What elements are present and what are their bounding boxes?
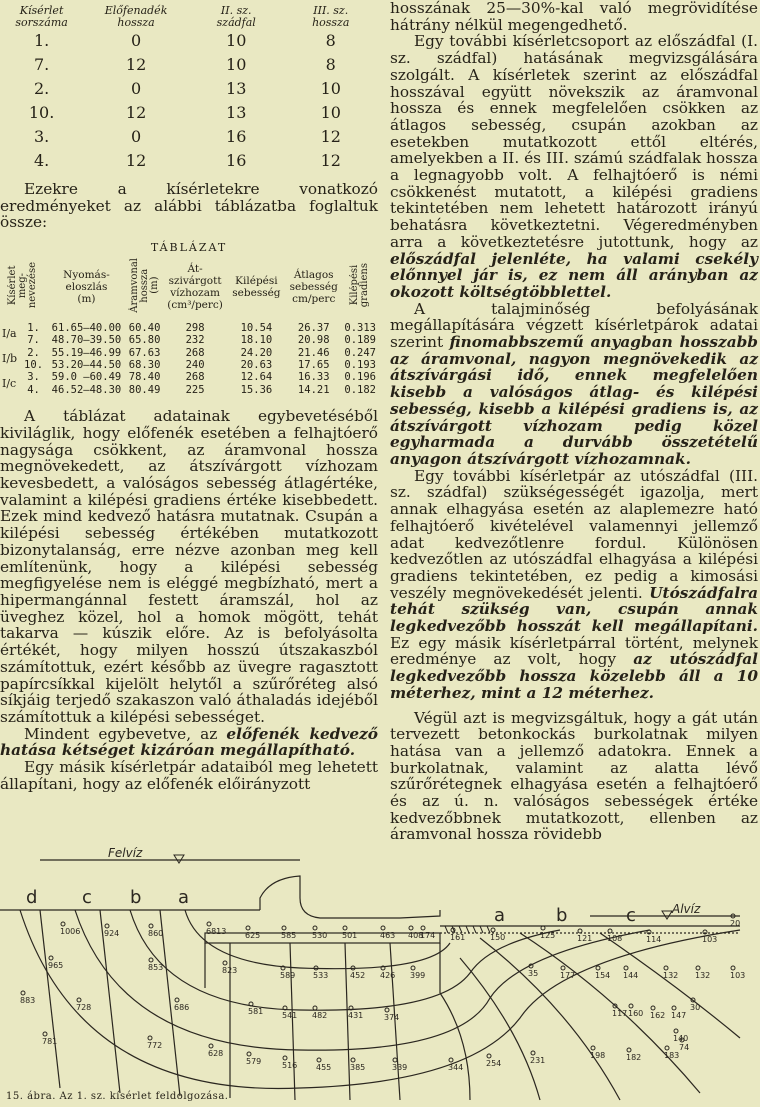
cell: 18.10 bbox=[240, 334, 273, 347]
paragraph-1: A táblázat adatainak egybevetéséből kiviláglik, hogy előfenék esetében a felhajtóerő nagysága csökkent, az áramvonal hossza megnövekedett, az átszívárgott vízhozam kevesbedett, a valóságos sebesség átlagértéke, valamint a kilépési gradiens értéke kisebbedett. Ezek mind kedvező hatásra mutatnak. Csupán a kilépési sebesség értékében mutatkozott bizonytalanság, erre nézve azonban meg kell említenünk, hogy a kilépési sebesség megfigyelése nem is eléggé megbízható, mert a hipermangánnal festett áramszál, hol az üveghez közel, hol a homok mögött, tehát takarva — kúszik előre. Az is befolyásolta értékét, hogy milyen hosszú útszakaszból számítottuk, ezért később az üvegre ragasztott papírcsíkkal kijelölt helytől a szűrőréteg alsó síkjáig terjedő szakaszon való áthaladás idejéből számítottuk a kilépési sebességet. bbox=[0, 407, 378, 726]
results-table-header bbox=[0, 258, 378, 316]
header-cell: III. sz. hossza bbox=[312, 4, 350, 29]
measurement-point bbox=[665, 1046, 669, 1050]
head-value-label: 74 bbox=[679, 1043, 690, 1052]
head-value-label: 772 bbox=[147, 1041, 163, 1050]
cell: 12 bbox=[320, 127, 341, 146]
measurement-point bbox=[385, 1008, 389, 1012]
measurement-point bbox=[674, 1029, 678, 1033]
head-value-label: 385 bbox=[350, 1063, 366, 1072]
experiment-table-header bbox=[0, 5, 378, 29]
cell: 61.65—40.00 bbox=[51, 321, 122, 334]
head-value-label: 628 bbox=[208, 1049, 224, 1058]
cell: 10.54 bbox=[240, 321, 273, 334]
head-value-label: 339 bbox=[392, 1063, 408, 1072]
dam-body bbox=[260, 876, 440, 918]
measurement-point bbox=[61, 922, 65, 926]
cell: 0 bbox=[130, 127, 142, 146]
measurement-point bbox=[393, 1058, 397, 1062]
cell: 12 bbox=[125, 151, 147, 170]
measurement-point bbox=[149, 958, 153, 962]
header-cell: Kilépési sebesség bbox=[232, 274, 281, 299]
measurement-point bbox=[491, 928, 495, 932]
paragraph-preliminary-wall: Egy további kísérletcsoport az előszádfal (I. sz. szádfal) hatásának megvizsgálására szolgált. A kísérletek szerint az előszádfal hosszával együtt növekszik az áramvonal hossza és ennek megfelelően csökken az átlagos sebesség, csupán azokban az esetekben mutatkozott ettől eltérés, amelyekben a II. és III. számú szádfalak hossza a legnagyobb volt. A felhajtóerő is némi csökkenést mutatott, a kilépési gradiens tekintetében nem lehetett határozott irányú behatásra következtetni. Végeredményben arra a következtetésre jutottunk, hogy az előszádfal jelenléte, ha valami csekély előnnyel jár is, ez nem áll arányban az okozott költségtöbblettel. bbox=[390, 32, 758, 301]
head-value-label: 482 bbox=[312, 1011, 328, 1020]
cell: 0.182 bbox=[344, 383, 376, 396]
cell: 4. bbox=[27, 383, 40, 396]
cell: 10 bbox=[320, 103, 341, 122]
head-value-label: 883 bbox=[20, 996, 36, 1005]
measurement-point bbox=[381, 926, 385, 930]
head-value-label: 530 bbox=[312, 931, 328, 940]
intro-paragraph: Ezekre a kísérletekre vonatkozó eredményeket az alábbi táblázatba foglaltuk össze: bbox=[0, 180, 378, 232]
head-value-label: 533 bbox=[313, 971, 329, 980]
head-value-label: 344 bbox=[448, 1063, 464, 1072]
cell: 3. bbox=[33, 127, 50, 146]
head-value-label: 581 bbox=[248, 1007, 264, 1016]
measurement-point bbox=[421, 926, 425, 930]
cell: 14.21 bbox=[297, 383, 330, 396]
head-value-label: 103 bbox=[730, 971, 746, 980]
head-value-label: 408 bbox=[408, 931, 424, 940]
head-value-label: 231 bbox=[530, 1056, 546, 1065]
head-value-label: 579 bbox=[246, 1057, 262, 1066]
measurement-point bbox=[283, 1056, 287, 1060]
measurement-point bbox=[313, 1006, 317, 1010]
cell: 53.20—44.50 bbox=[51, 359, 122, 372]
measurement-point bbox=[731, 966, 735, 970]
head-value-label: 132 bbox=[663, 971, 679, 980]
head-value-label: 6813 bbox=[206, 927, 227, 936]
cell: 0 bbox=[130, 79, 142, 98]
measurement-point bbox=[209, 1044, 213, 1048]
letter-d: d bbox=[26, 887, 38, 908]
head-value-label: 162 bbox=[650, 1011, 666, 1020]
head-value-label: 431 bbox=[348, 1011, 364, 1020]
measurement-point bbox=[282, 926, 286, 930]
paragraph-3: Egy másik kísérletpár adataiból meg lehetett állapítani, hogy az előfenék előirányzott bbox=[0, 758, 378, 793]
head-value-label: 924 bbox=[104, 929, 120, 938]
head-value-label: 781 bbox=[42, 1037, 58, 1046]
header-cell: Kísérlet sorszáma bbox=[15, 4, 68, 29]
cell: 240 bbox=[185, 359, 205, 372]
cell: 268 bbox=[185, 371, 205, 384]
header-cell: II. sz. szádfal bbox=[216, 4, 256, 29]
cell: 21.46 bbox=[297, 346, 330, 359]
cell: 0 bbox=[130, 31, 142, 50]
cell: 2. bbox=[27, 346, 40, 359]
cell: 16.33 bbox=[297, 371, 330, 384]
cell: 26.37 bbox=[297, 321, 330, 334]
head-value-label: 114 bbox=[646, 935, 662, 944]
cell: 8 bbox=[325, 55, 336, 74]
measurement-point bbox=[651, 1006, 655, 1010]
cell: 1. bbox=[33, 31, 50, 50]
cell: 55.19—46.99 bbox=[51, 346, 122, 359]
head-value-label: 147 bbox=[671, 1011, 687, 1020]
measurement-point bbox=[664, 966, 668, 970]
head-value-label: 35 bbox=[528, 969, 539, 978]
paragraph-2: Mindent egybevetve, az előfenék kedvező hatása kétséget kizáróan megállapítható. bbox=[0, 724, 378, 760]
tailwater-triangle-icon bbox=[662, 911, 672, 919]
cell: 13 bbox=[226, 103, 247, 122]
measurement-point bbox=[411, 966, 415, 970]
cell: 20.98 bbox=[297, 334, 330, 347]
measurement-point bbox=[247, 1052, 251, 1056]
measurement-point bbox=[591, 1046, 595, 1050]
measurement-point bbox=[351, 1058, 355, 1062]
group-label: I/c bbox=[2, 376, 17, 390]
measurement-point bbox=[627, 1048, 631, 1052]
measurement-point bbox=[175, 998, 179, 1002]
cell: 10 bbox=[320, 79, 341, 98]
head-value-label: 125 bbox=[540, 931, 556, 940]
cell: 3. bbox=[27, 371, 40, 384]
letter-a-right: a bbox=[494, 905, 506, 926]
cell: 0.313 bbox=[344, 321, 376, 334]
cell: 13 bbox=[226, 79, 247, 98]
group-label: I/a bbox=[2, 327, 17, 341]
measurement-point bbox=[672, 1006, 676, 1010]
measurement-point bbox=[596, 966, 600, 970]
table-row bbox=[0, 371, 378, 383]
measurement-point bbox=[629, 1004, 633, 1008]
paragraph-continuation: hosszának 25—30%-kal való megrövidítése hátrány nélkül megengedhető. bbox=[390, 0, 758, 34]
measurement-point bbox=[246, 926, 250, 930]
head-value-label: 132 bbox=[695, 971, 711, 980]
table-row bbox=[0, 101, 378, 125]
cell: 8 bbox=[325, 31, 336, 50]
cell: 0.196 bbox=[344, 371, 376, 384]
header-cell: Kilépési gradiens bbox=[349, 263, 371, 308]
tailwater-label: Alvíz bbox=[672, 902, 701, 916]
cell: 7. bbox=[27, 334, 40, 347]
cell: 0.189 bbox=[344, 334, 376, 347]
paragraph-concrete-lining: Végül azt is megvizsgáltuk, hogy a gát után tervezett betonkockás burkolatnak milyen hatása van a jellemző adatokra. Ennek a burkolatnak, valamint az alatta lévő szűrőrétegnek elhagyása esetén a felhajtóerő és az ú. n. valóságos sebességek értéke kedvezőbbnek mutatkozott, ellenben az áramvonal hossza rövidebb bbox=[390, 708, 758, 844]
header-cell: Előfenadék hossza bbox=[104, 4, 168, 29]
cell: 20.63 bbox=[240, 359, 273, 372]
header-cell: Átlagos sebesség cm/perc bbox=[289, 268, 338, 305]
header-cell: Nyomás- eloszlás (m) bbox=[63, 268, 110, 305]
head-value-label: 516 bbox=[282, 1061, 298, 1070]
cell: 65.80 bbox=[128, 334, 161, 347]
table-row bbox=[0, 53, 378, 77]
cell: 60.40 bbox=[128, 321, 161, 334]
table-row bbox=[0, 125, 378, 149]
letter-b: b bbox=[130, 887, 142, 908]
head-value-label: 452 bbox=[350, 971, 366, 980]
head-value-label: 728 bbox=[76, 1003, 92, 1012]
head-value-label: 160 bbox=[628, 1009, 644, 1018]
right-column bbox=[390, 0, 758, 843]
cell: 12 bbox=[320, 151, 341, 170]
measurement-point bbox=[487, 1054, 491, 1058]
paragraph-rear-wall: Egy további kísérletpár az utószádfal (III. sz. szádfal) szükségességét igazolja, mert annak elhagyása esetén az alaplemezre ható felhajtóerő kivételével valamennyi jellemző adat kedvezőtlenre fordul. Különösen kedvezőtlen az utószádfal elhagyása a kilépési gradiens tekintetében, ez pedig a kimosási veszély megnövekedését jelenti. Utószádfalra tehát szükség van, csupán annak legkedvezőbb hosszát kell megállapítani. Ez egy másik kísérletpárral történt, melynek eredménye az volt, hogy az utószádfal legkedvezőbb hossza közelebb áll a 10 méterhez, mint a 12 méterhez. bbox=[390, 466, 758, 702]
head-value-label: 30 bbox=[690, 1003, 701, 1012]
head-value-label: 174 bbox=[420, 931, 436, 940]
figure-caption: 15. ábra. Az 1. sz. kísérlet feldolgozása. bbox=[6, 1091, 229, 1102]
measurement-point bbox=[149, 924, 153, 928]
header-cell: Át- szivárgott vízhozam (cm³/perc) bbox=[167, 262, 223, 311]
head-value-label: 374 bbox=[384, 1013, 400, 1022]
measurement-point bbox=[343, 926, 347, 930]
measurement-point bbox=[696, 966, 700, 970]
letter-a: a bbox=[178, 887, 190, 908]
head-value-label: 965 bbox=[48, 961, 64, 970]
head-value-label: 121 bbox=[577, 934, 593, 943]
table-row bbox=[0, 29, 378, 53]
head-value-label: 589 bbox=[280, 971, 296, 980]
head-value-label: 455 bbox=[316, 1063, 332, 1072]
head-value-label: 150 bbox=[490, 933, 506, 942]
head-value-label: 541 bbox=[282, 1011, 298, 1020]
head-value-label: 198 bbox=[590, 1051, 606, 1060]
cell: 225 bbox=[185, 383, 205, 396]
head-value-label: 254 bbox=[486, 1059, 502, 1068]
cell: 48.70—39.50 bbox=[51, 334, 122, 347]
head-value-label: 860 bbox=[148, 929, 164, 938]
head-value-label: 161 bbox=[450, 933, 466, 942]
measurement-point bbox=[409, 926, 413, 930]
head-value-label: 823 bbox=[222, 966, 238, 975]
cell: 10 bbox=[226, 31, 247, 50]
header-cell: Áramvonal hossza (m) bbox=[128, 258, 160, 313]
measurement-point bbox=[531, 1051, 535, 1055]
cell: 4. bbox=[33, 151, 50, 170]
head-value-label: 140 bbox=[673, 1034, 689, 1043]
head-value-label: 103 bbox=[702, 935, 718, 944]
cell: 2. bbox=[33, 79, 50, 98]
head-value-label: 183 bbox=[664, 1051, 680, 1060]
table-row bbox=[0, 322, 378, 334]
measurement-point bbox=[561, 966, 565, 970]
cell: 10. bbox=[24, 359, 44, 372]
cell: 0.193 bbox=[344, 359, 376, 372]
cell: 0.247 bbox=[344, 346, 376, 359]
equipotential bbox=[40, 910, 60, 1088]
measurement-point bbox=[313, 926, 317, 930]
head-value-label: 585 bbox=[281, 931, 297, 940]
letter-c: c bbox=[82, 887, 92, 908]
headwater-triangle-icon bbox=[174, 855, 184, 863]
head-value-label: 501 bbox=[342, 931, 358, 940]
letter-c-right: c bbox=[626, 905, 636, 926]
cell: 59.0 —60.49 bbox=[51, 371, 122, 384]
head-value-label: 463 bbox=[380, 931, 396, 940]
measurement-point bbox=[43, 1032, 47, 1036]
headwater-label: Felvíz bbox=[108, 846, 143, 860]
head-value-label: 144 bbox=[623, 971, 639, 980]
cell: 24.20 bbox=[240, 346, 273, 359]
table-row bbox=[0, 359, 378, 371]
cell: 12.64 bbox=[240, 371, 273, 384]
cell: 10. bbox=[28, 103, 55, 122]
head-value-label: 182 bbox=[626, 1053, 642, 1062]
cell: 268 bbox=[185, 346, 205, 359]
head-value-label: 117 bbox=[612, 1009, 628, 1018]
table-row bbox=[0, 149, 378, 173]
measurement-point bbox=[77, 998, 81, 1002]
cell: 80.49 bbox=[128, 383, 161, 396]
results-table bbox=[0, 258, 378, 396]
cell: 232 bbox=[185, 334, 205, 347]
head-value-label: 1006 bbox=[60, 927, 81, 936]
cell: 15.36 bbox=[240, 383, 273, 396]
measurement-point bbox=[317, 1058, 321, 1062]
seepage-flow-figure bbox=[0, 838, 760, 1107]
experiment-table bbox=[0, 5, 378, 173]
head-value-label: 399 bbox=[410, 971, 426, 980]
cell: 46.52—48.30 bbox=[51, 383, 122, 396]
measurement-point bbox=[624, 966, 628, 970]
cell: 10 bbox=[226, 55, 247, 74]
measurement-point bbox=[223, 961, 227, 965]
cell: 78.40 bbox=[128, 371, 161, 384]
table-row bbox=[0, 347, 378, 359]
head-value-label: 853 bbox=[148, 963, 164, 972]
head-value-label: 154 bbox=[595, 971, 611, 980]
measurement-point bbox=[21, 991, 25, 995]
results-table-title: TÁBLÁZAT bbox=[150, 241, 228, 255]
cell: 12 bbox=[125, 55, 147, 74]
table-row bbox=[0, 384, 378, 396]
left-column bbox=[0, 0, 378, 792]
cell: 298 bbox=[185, 321, 205, 334]
cell: 67.63 bbox=[128, 346, 161, 359]
table-row bbox=[0, 334, 378, 346]
cell: 12 bbox=[125, 103, 147, 122]
cell: 68.30 bbox=[128, 359, 161, 372]
paragraph-soil-quality: A talajminőség befolyásának megállapítására végzett kísérletpárok adatai szerint finomabbszemű anyagban hosszabb az áramvonal, nagyon megnövekedik az átszívárgási idő, ennek megfelelően kisebb a valóságos átlag- és kilépési sebesség, kisebb a kilépési gradiens is, az átszívárgott vízhozam pedig közel egyharmada a durvább összetételű anyagon átszívárgott vízhozamnak. bbox=[390, 299, 758, 468]
cell: 16 bbox=[226, 127, 247, 146]
measurement-point bbox=[207, 922, 211, 926]
cell: 17.65 bbox=[297, 359, 330, 372]
head-value-label: 20 bbox=[730, 919, 741, 928]
head-values bbox=[20, 914, 745, 1072]
cell: 7. bbox=[33, 55, 50, 74]
head-value-label: 426 bbox=[380, 971, 396, 980]
head-value-label: 625 bbox=[245, 931, 261, 940]
group-label: I/b bbox=[2, 351, 18, 365]
header-cell: Kísérlet meg- nevezése bbox=[7, 262, 39, 309]
measurement-point bbox=[105, 924, 109, 928]
table-row bbox=[0, 77, 378, 101]
letter-b-right: b bbox=[556, 905, 568, 926]
head-value-label: 108 bbox=[607, 934, 623, 943]
cell: 1. bbox=[27, 321, 40, 334]
measurement-point bbox=[449, 1058, 453, 1062]
measurement-point bbox=[148, 1036, 152, 1040]
measurement-point bbox=[49, 956, 53, 960]
head-value-label: 177 bbox=[560, 971, 576, 980]
head-value-label: 686 bbox=[174, 1003, 190, 1012]
cell: 16 bbox=[226, 151, 247, 170]
